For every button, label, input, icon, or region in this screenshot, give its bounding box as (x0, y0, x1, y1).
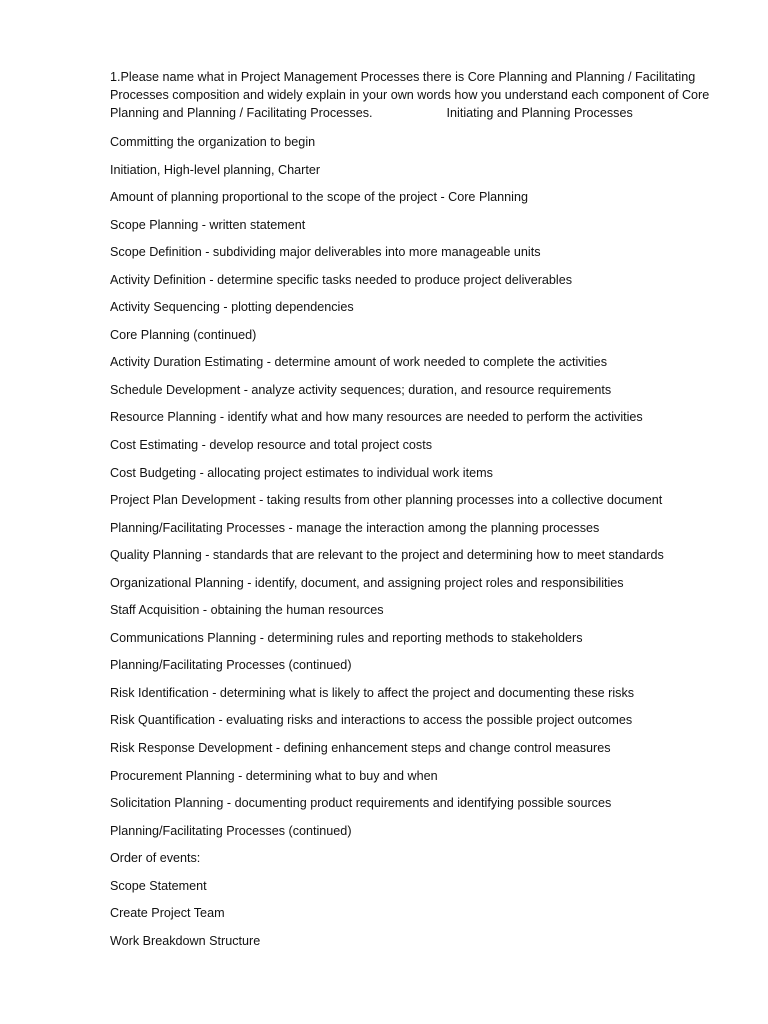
text-line: Risk Identification - determining what is likely to affect the project and documenting these risks (110, 685, 635, 700)
text-line: Activity Sequencing - plotting dependencies (110, 300, 354, 315)
text-line: Scope Definition - subdividing major deliverables into more manageable units (110, 245, 541, 260)
text-line: Amount of planning proportional to the scope of the project - Core Planning (110, 190, 528, 205)
text-line: Schedule Development - analyze activity sequences; duration, and resource requirements (110, 382, 612, 397)
text-line: Risk Response Development - defining enhancement steps and change control measures (110, 741, 611, 756)
text-line: Staff Acquisition - obtaining the human resources (110, 603, 384, 618)
text-line: Planning/Facilitating Processes - manage the interaction among the planning processes (110, 520, 600, 535)
text-line: Scope Planning - written statement (110, 217, 306, 232)
text-line: Resource Planning - identify what and how many resources are needed to perform the activities (110, 410, 643, 425)
question-paragraph (110, 68, 730, 122)
text-line: Risk Quantification - evaluating risks and interactions to access the possible project outcomes (110, 713, 633, 728)
text-line: Cost Estimating - develop resource and total project costs (110, 438, 432, 453)
text-line: Committing the organization to begin (110, 135, 316, 149)
text-line: Cost Budgeting - allocating project estimates to individual work items (110, 465, 493, 480)
text-line: Activity Definition - determine specific tasks needed to produce project deliverables (110, 272, 573, 287)
text-line: Create Project Team (110, 906, 225, 921)
question-text: 1.Please name what in Project Management Processes there is Core Planning and Planning / Facilitating Processes composition and widely explain in your own words how you understand each component of Core Planning and Planning / Facilitating Processes. (110, 70, 710, 120)
text-line: Planning/Facilitating Processes (continued) (110, 823, 352, 838)
text-line: Communications Planning - determining rules and reporting methods to stakeholders (110, 630, 583, 645)
section-heading: Initiating and Planning Processes (446, 106, 633, 120)
text-line: Order of events: (110, 851, 201, 866)
text-line: Core Planning (continued) (110, 327, 257, 342)
text-line: Activity Duration Estimating - determine amount of work needed to complete the activities (110, 355, 607, 370)
text-line: Planning/Facilitating Processes (continued) (110, 658, 352, 673)
text-line: Scope Statement (110, 878, 207, 893)
text-line: Procurement Planning - determining what to buy and when (110, 768, 438, 783)
text-line: Organizational Planning - identify, document, and assigning project roles and responsibilities (110, 575, 624, 590)
text-line: Work Breakdown Structure (110, 933, 261, 948)
text-line: Quality Planning - standards that are relevant to the project and determining how to meet standards (110, 548, 664, 563)
text-lines (110, 129, 730, 955)
text-line: Project Plan Development - taking results from other planning processes into a collective document (110, 493, 663, 508)
text-line: Initiation, High-level planning, Charter (110, 162, 321, 177)
text-line: Solicitation Planning - documenting product requirements and identifying possible sources (110, 796, 612, 811)
document-page (110, 68, 730, 955)
